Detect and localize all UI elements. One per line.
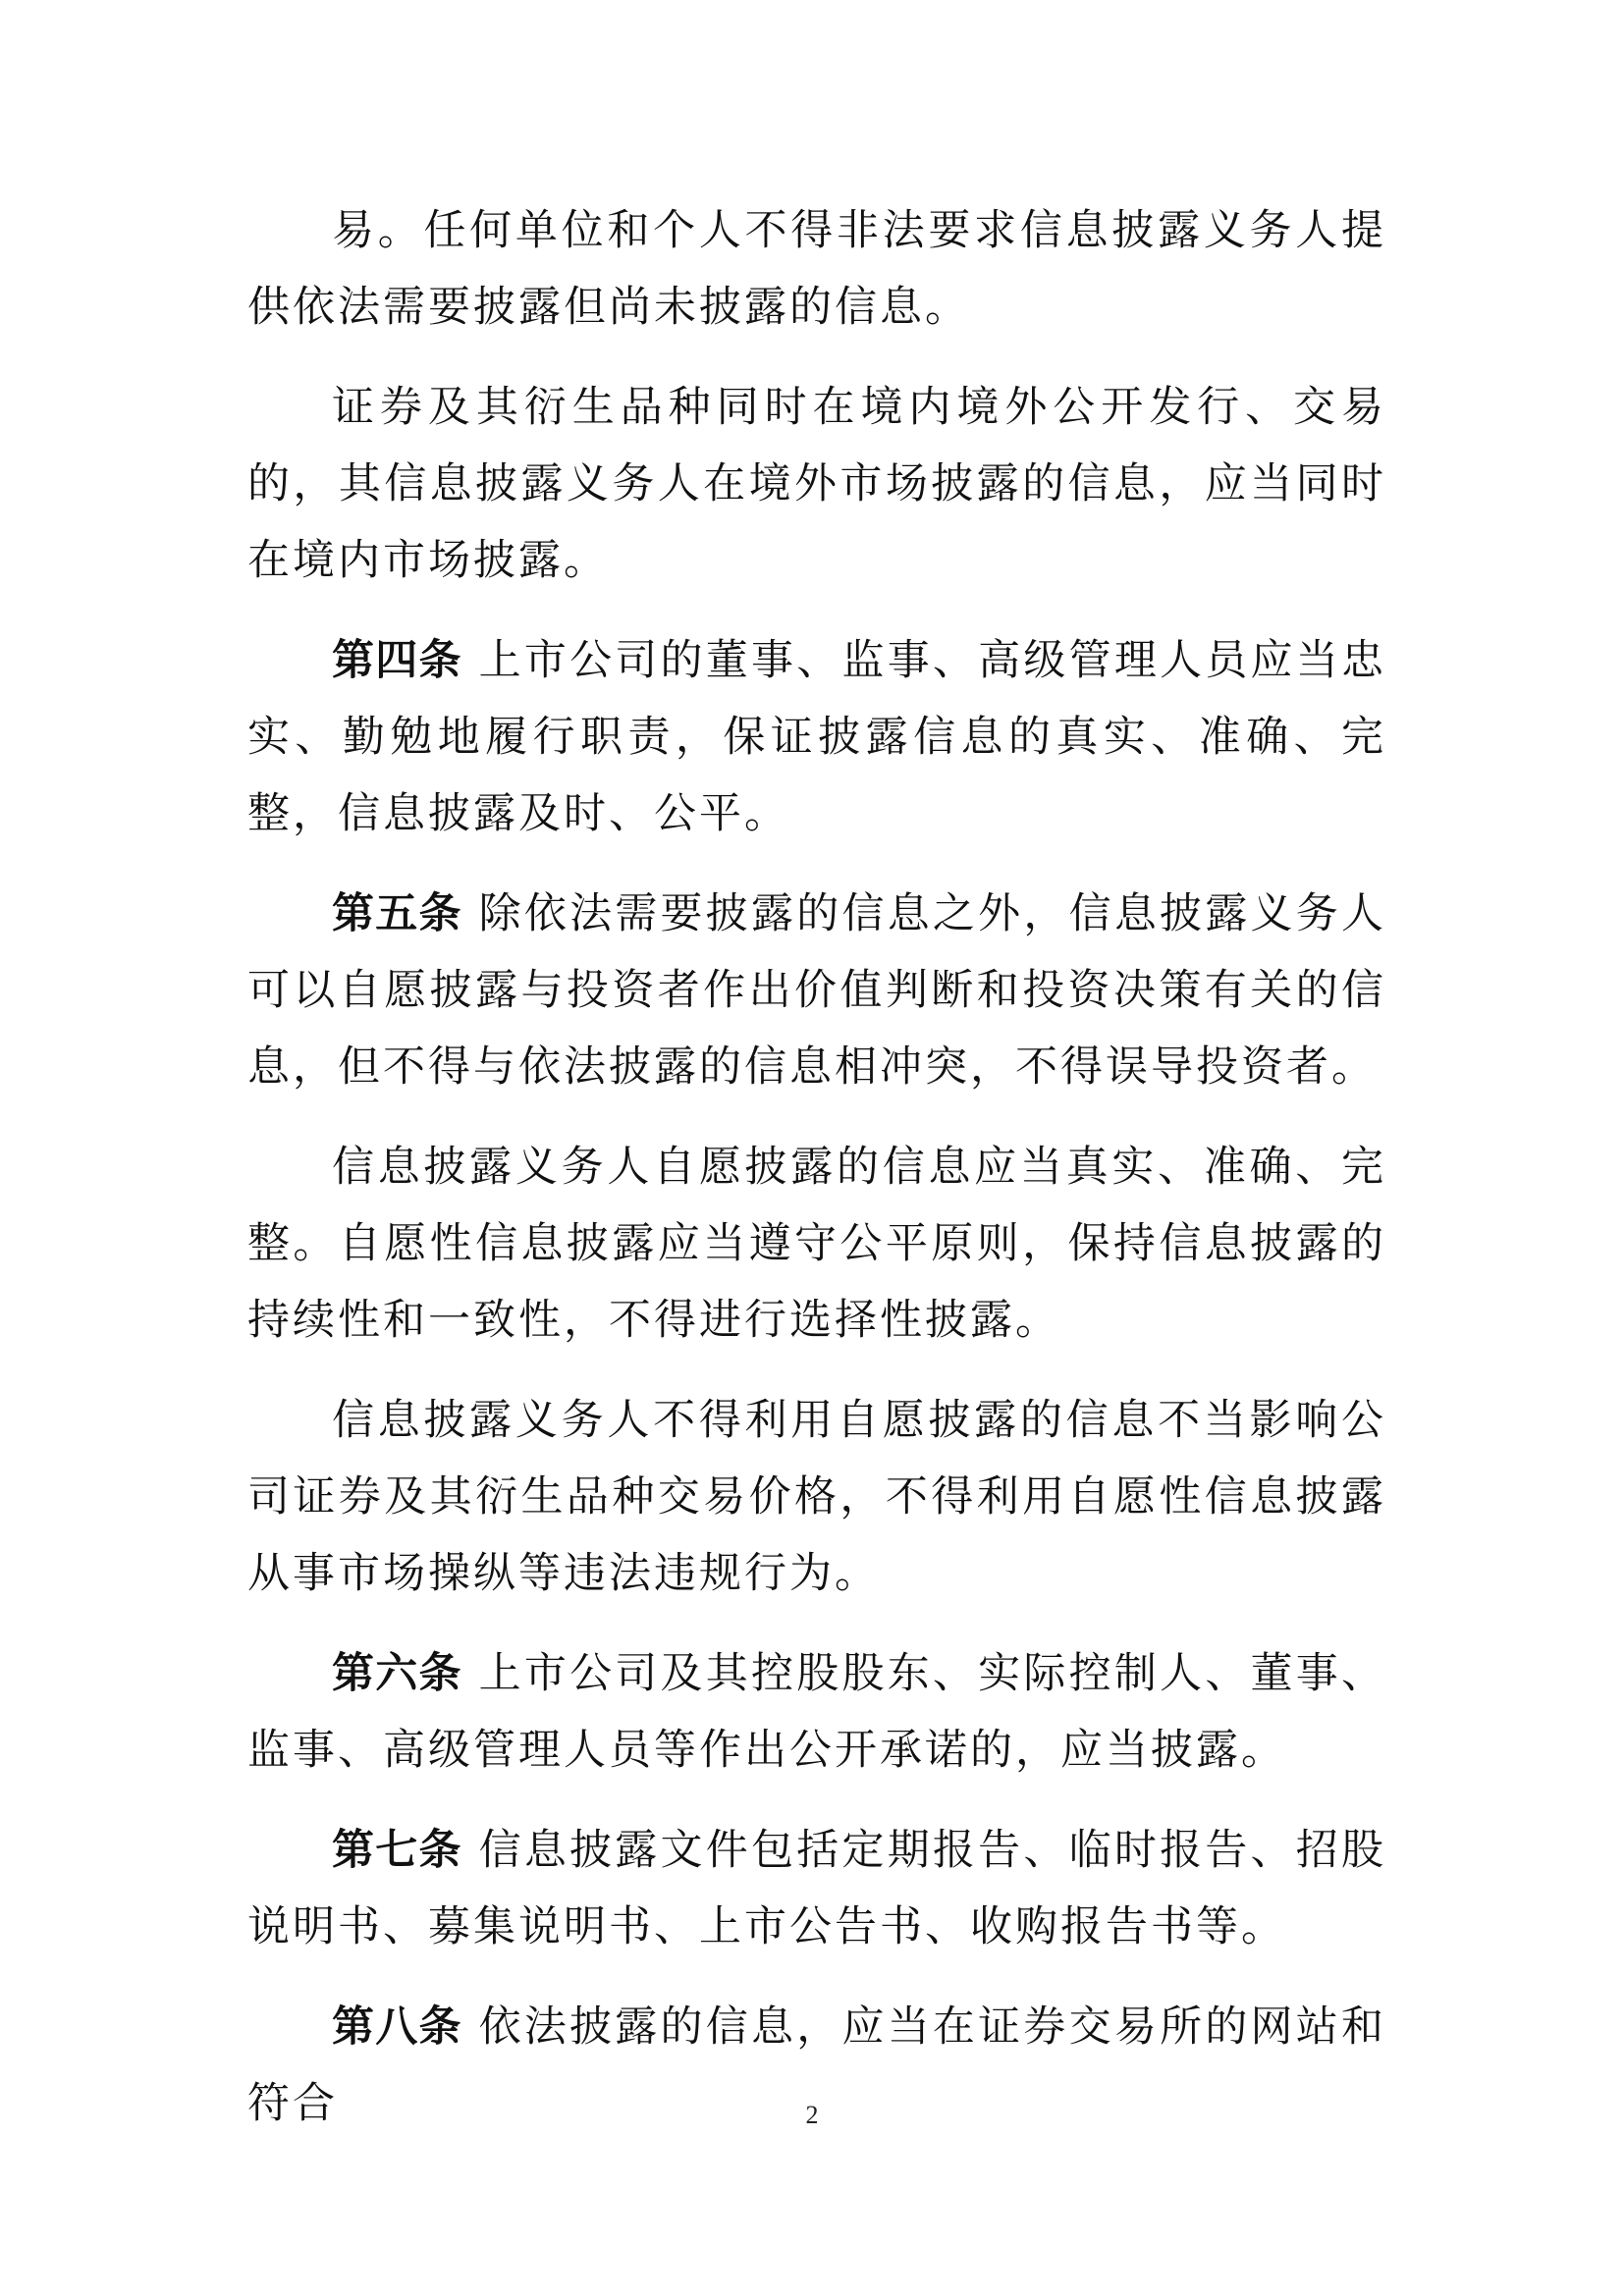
article-number: 第八条 (332, 2002, 462, 2052)
paragraph-overseas-disclosure (247, 369, 1386, 599)
paragraph-text: 信息披露义务人自愿披露的信息应当真实、准确、完整。自愿性信息披露应当遵守公平原则，保持信息披露的持续性和一致性，不得进行选择性披露。 (247, 1143, 1386, 1345)
paragraph-text: 易。任何单位和个人不得非法要求信息披露义务人提供依法需要披露但尚未披露的信息。 (247, 206, 1386, 332)
article-number: 第五条 (332, 889, 462, 938)
paragraph-text: 除依法需要披露的信息之外，信息披露义务人可以自愿披露与投资者作出价值判断和投资决策有关的信息，但不得与依法披露的信息相冲突，不得误导投资者。 (247, 889, 1387, 1092)
paragraph-no-manipulation (247, 1382, 1386, 1612)
paragraph-voluntary-disclosure (247, 1129, 1386, 1359)
article-5 (247, 876, 1386, 1105)
article-number: 第七条 (332, 1826, 462, 1875)
paragraph-text: 上市公司的董事、监事、高级管理人员应当忠实、勤勉地履行职责，保证披露信息的真实、准确、完整，信息披露及时、公平。 (247, 636, 1387, 838)
article-number: 第四条 (332, 636, 462, 685)
page-number: 2 (805, 2101, 819, 2129)
article-number: 第六条 (332, 1649, 462, 1698)
document-body (247, 192, 1386, 2165)
paragraph-text: 信息披露文件包括定期报告、临时报告、招股说明书、募集说明书、上市公告书、收购报告书等。 (247, 1826, 1387, 1951)
article-6 (247, 1635, 1386, 1789)
paragraph-text: 信息披露义务人不得利用自愿披露的信息不当影响公司证券及其衍生品种交易价格，不得利用自愿性信息披露从事市场操纵等违法违规行为。 (247, 1396, 1386, 1598)
paragraph-text: 依法披露的信息，应当在证券交易所的网站和符合 (247, 2002, 1387, 2128)
paragraph-text: 上市公司及其控股股东、实际控制人、董事、监事、高级管理人员等作出公开承诺的，应当披露。 (247, 1649, 1387, 1775)
article-4 (247, 622, 1386, 852)
paragraph-text: 证券及其衍生品种同时在境内境外公开发行、交易的，其信息披露义务人在境外市场披露的信息，应当同时在境内市场披露。 (247, 383, 1386, 585)
article-7 (247, 1812, 1386, 1965)
paragraph-continuation (247, 192, 1386, 346)
